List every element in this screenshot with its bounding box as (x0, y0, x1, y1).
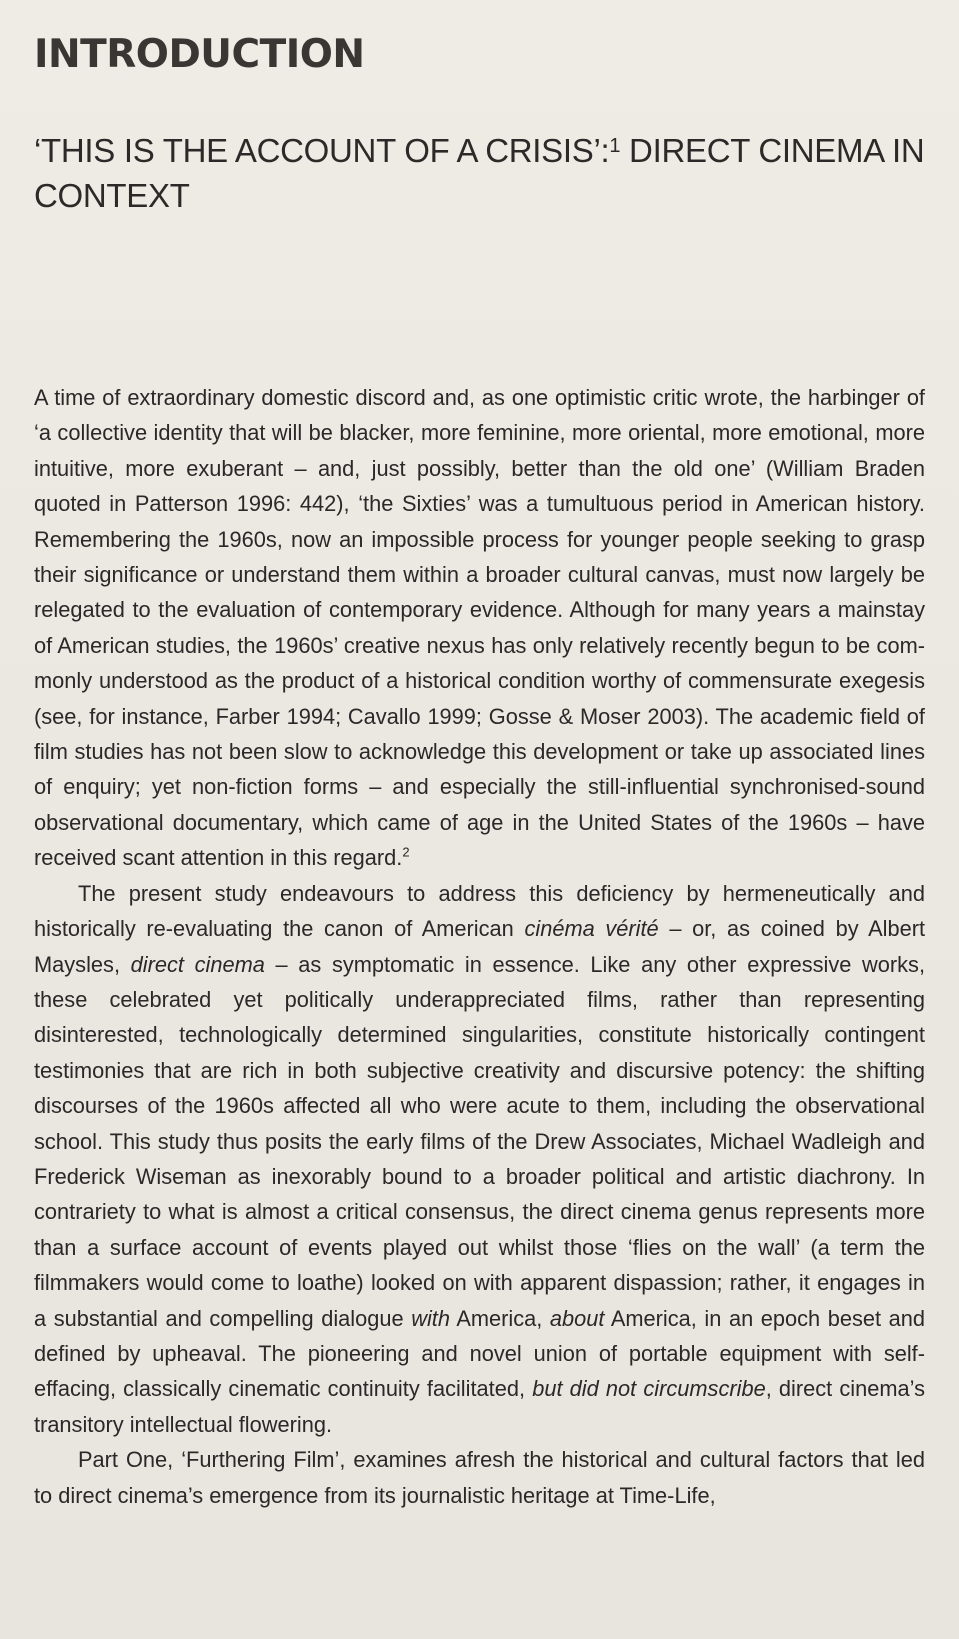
italic-cinema-verite: cinéma vérité (524, 916, 659, 942)
footnote-marker-1: 1 (609, 135, 621, 157)
paragraph-2-text-a: The present study endeavours to address this deficiency by hermeneutically and historically re-evaluating the canon of American (34, 880, 925, 942)
chapter-title-main: ‘THIS IS THE ACCOUNT OF A CRISIS’: (34, 132, 610, 169)
paragraph-2-text-d: America, (449, 1305, 550, 1331)
paragraph-1 (34, 380, 925, 876)
body-text (34, 380, 925, 1513)
chapter-title (34, 128, 934, 218)
italic-but-did-not-circumscribe: but did not circumscribe (532, 1376, 766, 1402)
italic-with: with (411, 1305, 450, 1331)
italic-about: about (549, 1305, 605, 1331)
footnote-marker-2: 2 (402, 845, 410, 861)
paragraph-3-text: Part One, ‘Furthering Film’, examines afresh the historical and cultural factors that led to direct cinema’s emergence from its journalistic heritage at Time-Life, (34, 1447, 925, 1508)
paragraph-2-text-b: – or, as coined by Albert Maysles, (34, 916, 926, 977)
paragraph-2-text-c: – as symptomatic in essence. Like any other expressive works, these celebrated yet politically underappreciated films, rather than representing disinterested, technologically determined singularities, constitute historically contingent testimonies that are rich in both subjective creativity and discursive potency: the shifting discourses of the 1960s affected all who were acute to them, including the observational school. This study thus posits the early films of the Drew Associates, Michael Wadleigh and Frederick Wiseman as inexorably bound to a broader political and artistic diachrony. In contrariety to what is almost a critical consensus, the direct cinema genus represents more than a surface account of events played out whilst those ‘flies on the wall’ (a term the filmmakers would come to loathe) looked on with apparent dispassion; rather, it engages in a substantial and compelling dialogue (34, 951, 925, 1331)
paragraph-3 (34, 1442, 925, 1513)
italic-direct-cinema: direct cinema (130, 951, 265, 977)
section-label: INTRODUCTION (34, 32, 365, 77)
chapter-title-rest: DIRECT CINEMA IN CONTEXT (34, 132, 925, 214)
paragraph-2-text-f: , direct cinema’s transitory intellectual flowering. (34, 1376, 925, 1437)
paragraph-2 (34, 876, 925, 1443)
paragraph-1-text: A time of extraordinary domestic discord and, as one optimistic critic wrote, the harbinger of ‘a collective identity that will be blacker, more feminine, more oriental, more emotional, more intuitive, more exuberant – and, just possibly, better than the old one’ (William Braden quoted in Patterson 1996: 442), ‘the Sixties’ was a tumultuous period in American history. Remembering the 1960s, now an impossible process for younger people seeking to grasp their significance or understand them within a broader cultural canvas, must now largely be relegated to the evaluation of contemporary evidence. Although for many years a mainstay of American studies, the 1960s’ creative nexus has only relatively recently begun to be commonly understood as the product of a historical condition worthy of commensurate exegesis (see, for instance, Farber 1994; Cavallo 1999; Gosse & Moser 2003). The academic field of film studies has not been slow to acknowledge this development or take up associated lines of enquiry; yet non-fiction forms – and especially the still-influential synchronised-sound observational documentary, which came of age in the United States of the 1960s – have received scant attention in this regard. (34, 385, 925, 871)
paragraph-2-text-e: America, in an epoch beset and defined by upheaval. The pioneering and novel union of portable equipment with self-effacing, classically cinematic continuity facilitated, (34, 1305, 926, 1402)
